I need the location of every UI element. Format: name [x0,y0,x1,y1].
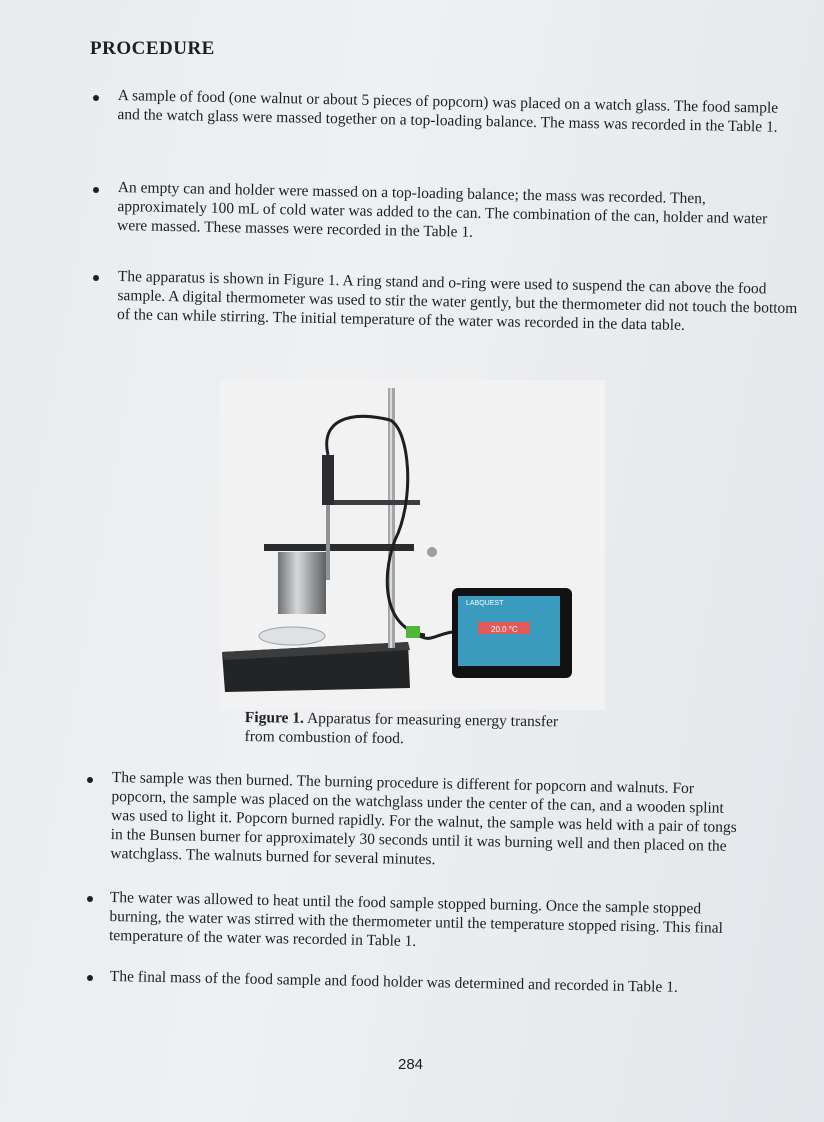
procedure-step-6: The final mass of the food sample and food holder was determined and recorded in Table 1. [109,967,678,996]
bullet-marker [87,896,93,902]
procedure-step-3: The apparatus is shown in Figure 1. A ring stand and o-ring were used to suspend the can above the food sample. A digital thermometer was used to stir the water gently, but the thermometer did not touch the bottom of the can while stirring. The initial temperature of the water was recorded in the data table. [116,267,798,334]
figure-label: Figure 1. [244,708,305,727]
thermometer-probe [322,455,334,505]
bullet-marker [93,95,99,101]
device-reading: 20.0 °C [491,625,518,634]
figure-caption [244,708,574,751]
watch-glass [259,627,325,645]
procedure-step-1: A sample of food (one walnut or about 5 pieces of popcorn) was placed on a watch glass. The food sample and the watch glass were massed together on a top-loading balance. The mass was recorded in the Table 1. [117,86,779,136]
bullet-marker [93,187,99,193]
bullet-marker [87,975,93,981]
procedure-step-4: The sample was then burned. The burning procedure is different for popcorn and walnuts. For popcorn, the sample was placed on the watchglass under the center of the can, and a wooden splint was used to light it. Popcorn burned rapidly. For the walnut, the sample was held with a pair of tongs in the Bunsen burner for approximately 30 seconds until it was burning well and then placed on the watchglass. The walnuts burned for several minutes. [110,768,737,869]
figure-caption-text: Apparatus for measuring energy transfer from combustion of food. [244,709,559,748]
page-number: 284 [398,1056,424,1073]
bullet-marker [93,275,99,281]
apparatus-photo [220,380,605,710]
bullet-marker [87,777,93,783]
device-brand: LABQUEST [466,600,504,607]
procedure-step-2: An empty can and holder were massed on a top-loading balance; the mass was recorded. Then, approximately 100 mL of cold water was added to the can. The combination of the can, holder and water were massed. These masses were recorded in the Table 1. [116,178,768,241]
apparatus-figure [220,380,605,710]
section-heading: PROCEDURE [90,38,215,59]
procedure-step-5: The water was allowed to heat until the food sample stopped burning. Once the sample stopped burning, the water was stirred with the thermometer until the temperature stopped rising. This final temperature of the water was recorded in Table 1. [108,888,724,950]
